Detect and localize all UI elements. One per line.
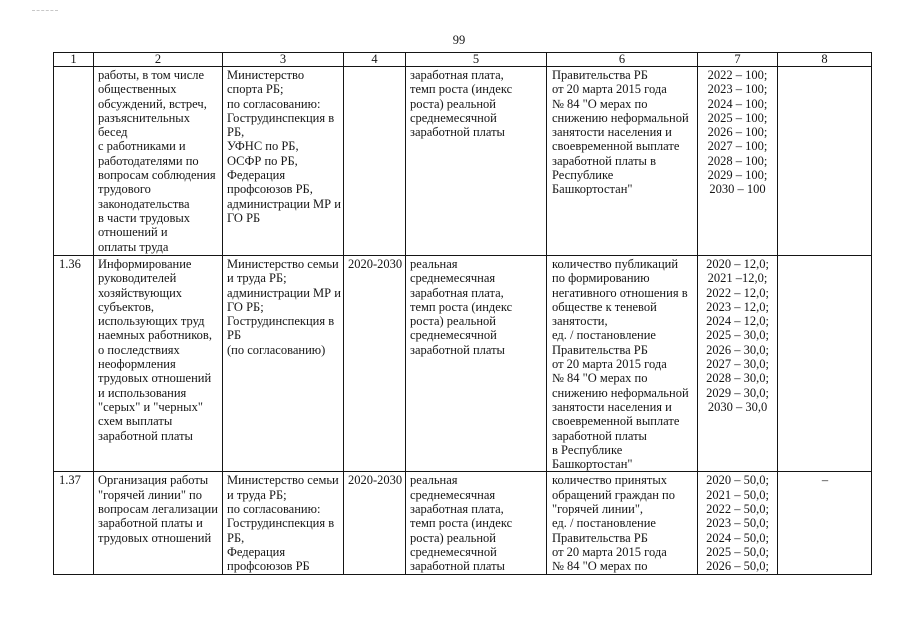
- measure-cell: Организация работы "горячей линии" по вопросам легализации заработной платы и трудовых отношений: [94, 472, 223, 574]
- executors-cell: Министерство семьи и труда РБ; администрации МР и ГО РБ; Гострудинспекция в РБ (по согласованию): [223, 256, 344, 472]
- period-cell: 2020-2030: [344, 256, 406, 472]
- measure-cell: работы, в том числе общественных обсуждений, встреч, разъяснительных бесед с работниками и работодателями по вопросам соблюдения трудового законодательства в части трудовых отношений и оплаты труда: [94, 67, 223, 256]
- column-header-3: 3: [223, 53, 344, 67]
- table-row: [54, 256, 872, 472]
- column-header-8: 8: [778, 53, 872, 67]
- column-header-5: 5: [406, 53, 547, 67]
- table-row: [54, 472, 872, 574]
- indicator-cell: заработная плата, темп роста (индекс роста) реальной среднемесячной заработной платы: [406, 67, 547, 256]
- table-row: [54, 67, 872, 256]
- item-number-cell: 1.36: [54, 256, 94, 472]
- measures-table: [53, 52, 872, 575]
- note-cell: –: [778, 472, 872, 574]
- indicator-cell: реальная среднемесячная заработная плата, темп роста (индекс роста) реальной среднемесячной заработной платы: [406, 256, 547, 472]
- criterion-cell: Правительства РБ от 20 марта 2015 года № 84 "О мерах по снижению неформальной занятости населения и своевременной выплате заработной платы в Республике Башкортостан": [547, 67, 698, 256]
- item-number-cell: [54, 67, 94, 256]
- period-cell: [344, 67, 406, 256]
- target-values-cell: 2020 – 50,0; 2021 – 50,0; 2022 – 50,0; 2023 – 50,0; 2024 – 50,0; 2025 – 50,0; 2026 – 50,0;: [698, 472, 778, 574]
- period-cell: 2020-2030: [344, 472, 406, 574]
- scan-artifact: [32, 10, 58, 12]
- note-cell: [778, 67, 872, 256]
- column-header-1: 1: [54, 53, 94, 67]
- page-number: 99: [452, 33, 466, 47]
- criterion-cell: количество принятых обращений граждан по "горячей линии", ед. / постановление Правительства РБ от 20 марта 2015 года № 84 "О мерах по: [547, 472, 698, 574]
- executors-cell: Министерство семьи и труда РБ; по согласованию: Гострудинспекция в РБ, Федерация профсоюзов РБ: [223, 472, 344, 574]
- criterion-cell: количество публикаций по формированию негативного отношения в обществе к теневой занятости, ед. / постановление Правительства РБ от 20 марта 2015 года № 84 "О мерах по снижению неформальной занятости населения и своевременной выплате заработной платы в Республике Башкортостан": [547, 256, 698, 472]
- column-header-6: 6: [547, 53, 698, 67]
- column-header-4: 4: [344, 53, 406, 67]
- measure-cell: Информирование руководителей хозяйствующих субъектов, использующих труд наемных работников, о последствиях неоформления трудовых отношений и использования "серых" и "черных" схем выплаты заработной платы: [94, 256, 223, 472]
- indicator-cell: реальная среднемесячная заработная плата, темп роста (индекс роста) реальной среднемесячной заработной платы: [406, 472, 547, 574]
- column-header-2: 2: [94, 53, 223, 67]
- column-header-7: 7: [698, 53, 778, 67]
- table-header-row: [54, 53, 872, 67]
- target-values-cell: 2020 – 12,0; 2021 –12,0; 2022 – 12,0; 2023 – 12,0; 2024 – 12,0; 2025 – 30,0; 2026 – 30,0; 2027 – 30,0; 2028 – 30,0; 2029 – 30,0; 2030 – 30,0: [698, 256, 778, 472]
- item-number-cell: 1.37: [54, 472, 94, 574]
- executors-cell: Министерство спорта РБ; по согласованию: Гострудинспекция в РБ, УФНС по РБ, ОСФР по РБ, Федерация профсоюзов РБ, администрации МР и ГО РБ: [223, 67, 344, 256]
- target-values-cell: 2022 – 100; 2023 – 100; 2024 – 100; 2025 – 100; 2026 – 100; 2027 – 100; 2028 – 100; 2029 – 100; 2030 – 100: [698, 67, 778, 256]
- note-cell: [778, 256, 872, 472]
